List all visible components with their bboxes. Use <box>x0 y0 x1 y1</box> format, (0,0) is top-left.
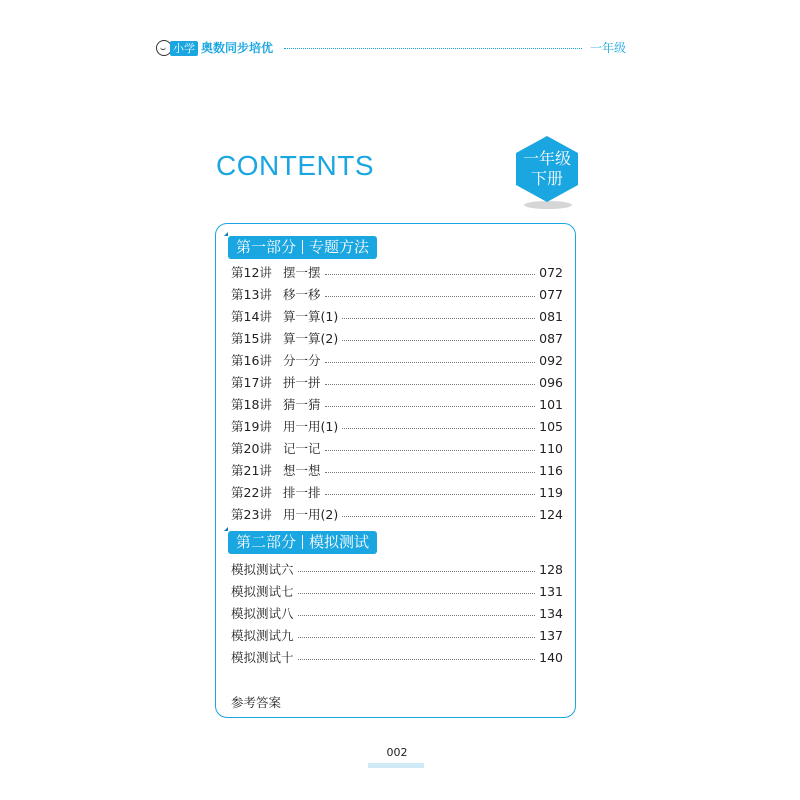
lesson-number: 第17讲 <box>231 375 272 390</box>
divider <box>302 535 303 549</box>
part1-header <box>228 236 377 259</box>
lesson-title: 记一记 <box>283 441 321 456</box>
toc-entry[interactable] <box>231 559 563 579</box>
lesson-title: 拼一拼 <box>283 375 321 390</box>
dot-leader <box>342 515 535 517</box>
page-ref: 124 <box>539 506 563 522</box>
part1-name: 专题方法 <box>309 238 370 256</box>
lesson-title: 分一分 <box>283 353 321 368</box>
lesson-number: 第13讲 <box>231 287 272 302</box>
toc-entry[interactable] <box>231 262 563 282</box>
lesson-title: 用一用(1) <box>283 419 339 434</box>
header-dotted-rule <box>284 48 582 49</box>
page-ref: 119 <box>539 484 563 500</box>
page-ref: 072 <box>539 264 563 280</box>
page-ref: 105 <box>539 418 563 434</box>
dot-leader <box>325 273 536 275</box>
toc-entry[interactable] <box>231 372 563 392</box>
toc-entry[interactable] <box>231 394 563 414</box>
part2-label: 第二部分 <box>236 533 297 551</box>
dot-leader <box>325 295 536 297</box>
test-title: 模拟测试六 <box>231 562 294 577</box>
test-title: 模拟测试七 <box>231 584 294 599</box>
lesson-title: 想一想 <box>283 463 321 478</box>
running-header <box>156 38 626 62</box>
lesson-title: 猜一猜 <box>283 397 321 412</box>
grade-volume-badge <box>514 135 584 211</box>
toc-entry[interactable] <box>231 482 563 502</box>
badge-volume: 下册 <box>530 169 563 188</box>
toc-entry[interactable] <box>231 581 563 601</box>
dot-leader <box>298 570 536 572</box>
page-ref: 137 <box>539 627 563 643</box>
dot-leader <box>342 427 535 429</box>
page-ref: 110 <box>539 440 563 456</box>
dot-leader <box>325 449 536 451</box>
dot-leader <box>325 383 536 385</box>
page-ref: 096 <box>539 374 563 390</box>
contents-title: CONTENTS <box>216 150 374 181</box>
lesson-number: 第22讲 <box>231 485 272 500</box>
test-title: 模拟测试九 <box>231 628 294 643</box>
dot-leader <box>298 614 536 616</box>
page-ref: 092 <box>539 352 563 368</box>
series-name: 奥数同步培优 <box>201 41 274 55</box>
toc-entry[interactable] <box>231 504 563 524</box>
page-number: 002 <box>386 746 408 759</box>
lesson-number: 第16讲 <box>231 353 272 368</box>
page-ref: 128 <box>539 561 563 577</box>
toc-entry[interactable] <box>231 328 563 348</box>
dot-leader <box>342 339 535 341</box>
lesson-title: 排一排 <box>283 485 321 500</box>
toc-entry[interactable] <box>231 438 563 458</box>
toc-entry[interactable] <box>231 460 563 480</box>
dot-leader <box>325 493 536 495</box>
dot-leader <box>298 592 536 594</box>
divider <box>302 240 303 254</box>
dot-leader <box>342 317 535 319</box>
toc-entry[interactable] <box>231 603 563 623</box>
page-ref: 134 <box>539 605 563 621</box>
page-number-bar <box>368 763 424 768</box>
test-title: 模拟测试十 <box>231 650 294 665</box>
series-tag: 小学 <box>170 41 198 56</box>
lesson-number: 第15讲 <box>231 331 272 346</box>
toc-entry[interactable] <box>231 416 563 436</box>
toc-entry[interactable] <box>231 625 563 645</box>
answers-entry[interactable]: 参考答案 <box>231 695 282 710</box>
lesson-number: 第20讲 <box>231 441 272 456</box>
page-ref: 131 <box>539 583 563 599</box>
page-ref: 077 <box>539 286 563 302</box>
lesson-number: 第18讲 <box>231 397 272 412</box>
lesson-title: 摆一摆 <box>283 265 321 280</box>
lesson-number: 第12讲 <box>231 265 272 280</box>
page-ref: 116 <box>539 462 563 478</box>
page-ref: 101 <box>539 396 563 412</box>
lesson-number: 第23讲 <box>231 507 272 522</box>
test-title: 模拟测试八 <box>231 606 294 621</box>
lesson-number: 第14讲 <box>231 309 272 324</box>
dot-leader <box>298 658 536 660</box>
dot-leader <box>325 361 536 363</box>
header-grade: 一年级 <box>589 41 626 55</box>
lesson-title: 算一算(2) <box>283 331 339 346</box>
badge-grade: 一年级 <box>522 149 571 168</box>
dot-leader <box>325 471 536 473</box>
lesson-title: 算一算(1) <box>283 309 339 324</box>
page-ref: 140 <box>539 649 563 665</box>
lesson-title: 用一用(2) <box>283 507 339 522</box>
lesson-number: 第21讲 <box>231 463 272 478</box>
page-ref: 087 <box>539 330 563 346</box>
toc-entry[interactable] <box>231 350 563 370</box>
toc-entry[interactable] <box>231 284 563 304</box>
part1-label: 第一部分 <box>236 238 297 256</box>
dot-leader <box>298 636 536 638</box>
page-ref: 081 <box>539 308 563 324</box>
toc-entry[interactable] <box>231 647 563 667</box>
lesson-number: 第19讲 <box>231 419 272 434</box>
part2-name: 模拟测试 <box>309 533 370 551</box>
lesson-title: 移一移 <box>283 287 321 302</box>
toc-entry[interactable] <box>231 306 563 326</box>
dot-leader <box>325 405 536 407</box>
toc-card <box>215 223 576 718</box>
part2-header <box>228 531 377 554</box>
